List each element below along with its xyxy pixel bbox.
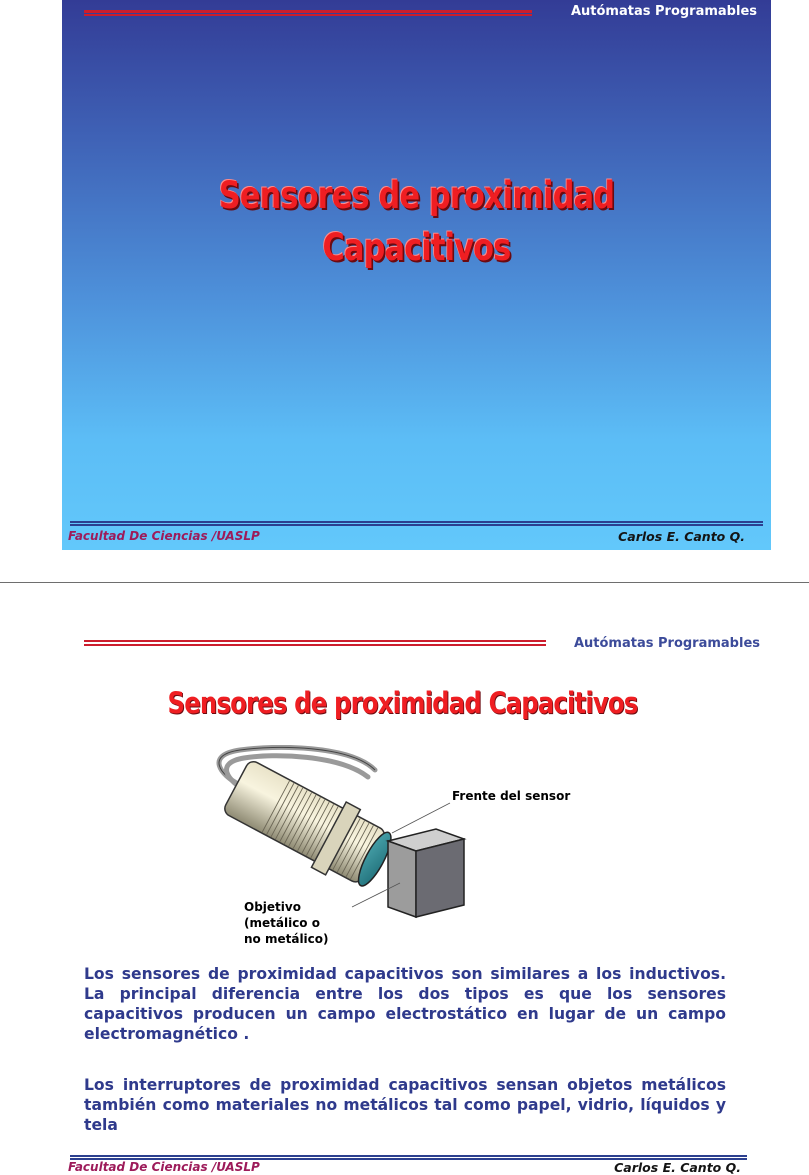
label-target-line-3: no metálico) xyxy=(244,932,329,946)
page-divider xyxy=(0,582,809,583)
slide-title: Sensores de proximidad Capacitivos xyxy=(167,686,638,720)
label-target xyxy=(244,899,354,947)
title-line-1: Sensores de proximidad xyxy=(218,174,615,217)
title-line-2: Capacitivos xyxy=(322,226,511,269)
title-slide xyxy=(62,0,771,550)
label-sensor-front: Frente del sensor xyxy=(452,789,571,803)
header-rule xyxy=(84,10,532,17)
slide-title xyxy=(126,170,707,274)
slide-header: Autómatas Programables xyxy=(570,4,757,19)
paragraph-2: Los interruptores de proximidad capacitivos sensan objetos metálicos también como materiales no metálicos tal como papel, vidrio, líquidos y tela xyxy=(84,1076,726,1134)
header-rule xyxy=(84,640,546,648)
paragraph-1: Los sensores de proximidad capacitivos son similares a los inductivos. La principal diferencia entre los dos tipos es que los sensores capacitivos producen un campo electrostático en lugar de un campo electromagnético . xyxy=(84,965,726,1043)
footer-institution: Facultad De Ciencias /UASLP xyxy=(68,1160,260,1174)
footer-institution: Facultad De Ciencias /UASLP xyxy=(68,529,260,543)
footer-author: Carlos E. Canto Q. xyxy=(614,1160,741,1175)
label-target-line-1: Objetivo xyxy=(244,900,301,914)
label-target-line-2: (metálico o xyxy=(244,916,320,930)
slide-header: Autómatas Programables xyxy=(573,636,760,651)
footer-author: Carlos E. Canto Q. xyxy=(618,529,745,544)
footer-rule xyxy=(70,521,763,527)
capacitive-sensor-illustration xyxy=(200,745,480,925)
